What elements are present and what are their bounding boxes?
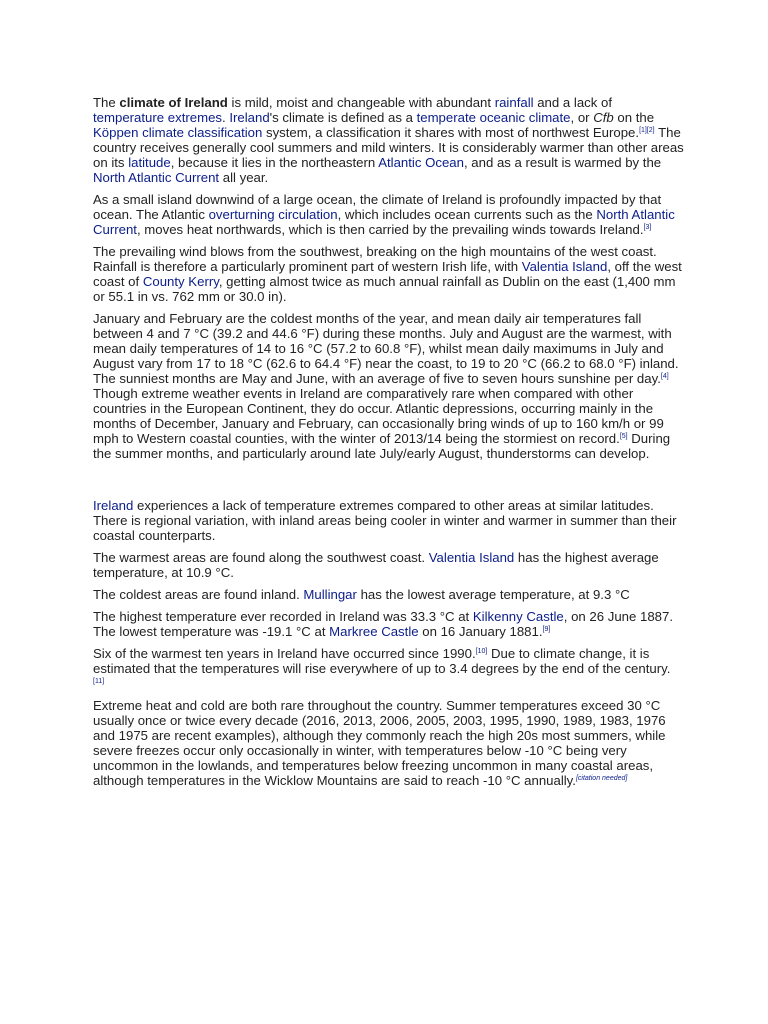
text: is mild, moist and changeable with abundant <box>227 95 495 110</box>
text: Six of the warmest ten years in Ireland have occurred since 1990. <box>93 646 476 661</box>
link-valentia-island[interactable]: Valentia Island <box>428 550 515 565</box>
reference-link[interactable]: [4] <box>660 373 669 380</box>
reference-link[interactable]: [1][2] <box>639 127 655 134</box>
text: , moves heat northwards, which is then carried by the prevailing winds towards Ireland. <box>136 222 644 237</box>
paragraph-records <box>93 609 685 639</box>
link-koppen-classification[interactable]: Köppen climate classification <box>93 125 263 140</box>
text: Though extreme weather events in Ireland are comparatively rare when compared with other countries in the European Continent, they do occur. Atlantic depressions, occurring mainly in the months of December, January and February, can occasionally bring winds of up to 160 km/h or 99 mph to Western coastal counties, with the winter of 2013/14 being the stormiest on record. <box>93 386 664 446</box>
link-north-atlantic-current[interactable]: North Atlantic Current <box>93 170 220 185</box>
paragraph-extremes <box>93 698 685 788</box>
text: on the <box>613 110 655 125</box>
reference-link[interactable]: [5] <box>619 433 628 440</box>
text: has the lowest average temperature, at 9.3 °C <box>356 587 630 602</box>
paragraph-intro <box>93 95 685 185</box>
link-north-atlantic-current[interactable]: North Atlantic Current <box>93 207 675 237</box>
text: , which includes ocean currents such as the <box>337 207 597 222</box>
text: on 16 January 1881. <box>418 624 543 639</box>
text: As a small island downwind of a large ocean, the climate of Ireland is profoundly impacted by that ocean. The Atlantic <box>93 192 662 222</box>
link-latitude[interactable]: latitude <box>128 155 171 170</box>
link-ireland[interactable]: Ireland <box>93 498 134 513</box>
text: Due to climate change, it is estimated that the temperatures will rise everywhere of up to 3.4 degrees by the end of the century. <box>93 646 671 676</box>
italic-cfb: Cfb <box>593 110 614 125</box>
text: , getting almost twice as much annual rainfall as Dublin on the east (1,400 mm or 55.1 in vs. 762 mm or 30.0 in). <box>93 274 676 304</box>
link-kilkenny-castle[interactable]: Kilkenny Castle <box>472 609 564 624</box>
link-valentia-island[interactable]: Valentia Island <box>521 259 608 274</box>
citation-needed-link[interactable]: [citation needed] <box>575 775 628 782</box>
text: . <box>222 110 230 125</box>
text: January and February are the coldest months of the year, and mean daily air temperatures fall between 4 and 7 °C (39.2 and 44.6 °F) during these months. July and August are the warmest, with mean daily temperatures of 14 to 16 °C (57.2 to 60.8 °F), whilst mean daily maximums in July and August vary from 17 to 18 °C (62.6 to 64.4 °F) near the coast, to 19 to 20 °C (66.2 to 68.0 °F) inland. The sunniest months are May and June, with an average of five to seven hours sunshine per day. <box>93 311 679 386</box>
text: , off the west coast of <box>93 259 682 289</box>
text: The prevailing wind blows from the southwest, breaking on the high mountains of the west coast. Rainfall is therefore a particularly prominent part of western Irish life, with <box>93 244 657 274</box>
text: The highest temperature ever recorded in Ireland was 33.3 °C at <box>93 609 473 624</box>
text: , because it lies in the northeastern <box>170 155 379 170</box>
section-gap <box>93 468 685 498</box>
reference-link[interactable]: [10] <box>475 648 488 655</box>
reference-link[interactable]: [11] <box>93 678 105 685</box>
text: During the summer months, and particularly around late July/early August, thunderstorms can develop. <box>93 431 671 461</box>
text: has the highest average temperature, at 10.9 °C. <box>93 550 659 580</box>
link-atlantic-ocean[interactable]: Atlantic Ocean <box>378 155 464 170</box>
link-markree-castle[interactable]: Markree Castle <box>329 624 419 639</box>
text: experiences a lack of temperature extremes compared to other areas at similar latitudes. There is regional variation, with inland areas being cooler in winter and warmer in summer than their coastal counterparts. <box>93 498 677 543</box>
paragraph-seasons <box>93 311 685 461</box>
link-county-kerry[interactable]: County Kerry <box>142 274 219 289</box>
reference-link[interactable]: [3] <box>643 224 652 231</box>
link-temperate-oceanic-climate[interactable]: temperate oceanic climate <box>416 110 571 125</box>
text: , on 26 June 1887. The lowest temperature was -19.1 °C at <box>93 609 674 639</box>
text: , and as a result is warmed by the <box>463 155 662 170</box>
reference-link[interactable]: [9] <box>542 626 551 633</box>
text: , or <box>570 110 594 125</box>
paragraph-warmest-years <box>93 646 685 691</box>
text: and a lack of <box>533 95 613 110</box>
text: 's climate is defined as a <box>269 110 417 125</box>
paragraph-wind <box>93 244 685 304</box>
link-mullingar[interactable]: Mullingar <box>303 587 357 602</box>
link-temperature-extremes[interactable]: temperature extremes <box>93 110 222 125</box>
paragraph-ocean <box>93 192 685 237</box>
text: all year. <box>219 170 269 185</box>
link-rainfall[interactable]: rainfall <box>494 95 534 110</box>
text: The warmest areas are found along the southwest coast. <box>93 550 429 565</box>
text: Extreme heat and cold are both rare throughout the country. Summer temperatures exceed 30 °C usually once or twice every decade (2016, 2013, 2006, 2005, 2003, 1995, 1990, 1989, 1983, 1976 and 1975 are recent examples), although they commonly reach the high 20s most summers, while severe freezes occur only occasionally in winter, with temperatures below -10 °C being very uncommon in the lowlands, and temperatures below freezing uncommon in many coastal areas, although temperatures in the Wicklow Mountains are said to reach -10 °C annually. <box>93 698 666 788</box>
text: The country receives generally cool summers and mild winters. It is considerably warmer than other areas on its <box>93 125 684 170</box>
link-overturning-circulation[interactable]: overturning circulation <box>208 207 338 222</box>
article-body <box>93 95 685 795</box>
paragraph-warmest-areas <box>93 550 685 580</box>
text: The coldest areas are found inland. <box>93 587 304 602</box>
paragraph-coldest-areas <box>93 587 685 602</box>
text: system, a classification it shares with most of northwest Europe. <box>262 125 640 140</box>
text: The <box>93 95 120 110</box>
paragraph-temperature-intro <box>93 498 685 543</box>
link-ireland[interactable]: Ireland <box>229 110 270 125</box>
bold-term-climate-of-ireland: climate of Ireland <box>119 95 228 110</box>
